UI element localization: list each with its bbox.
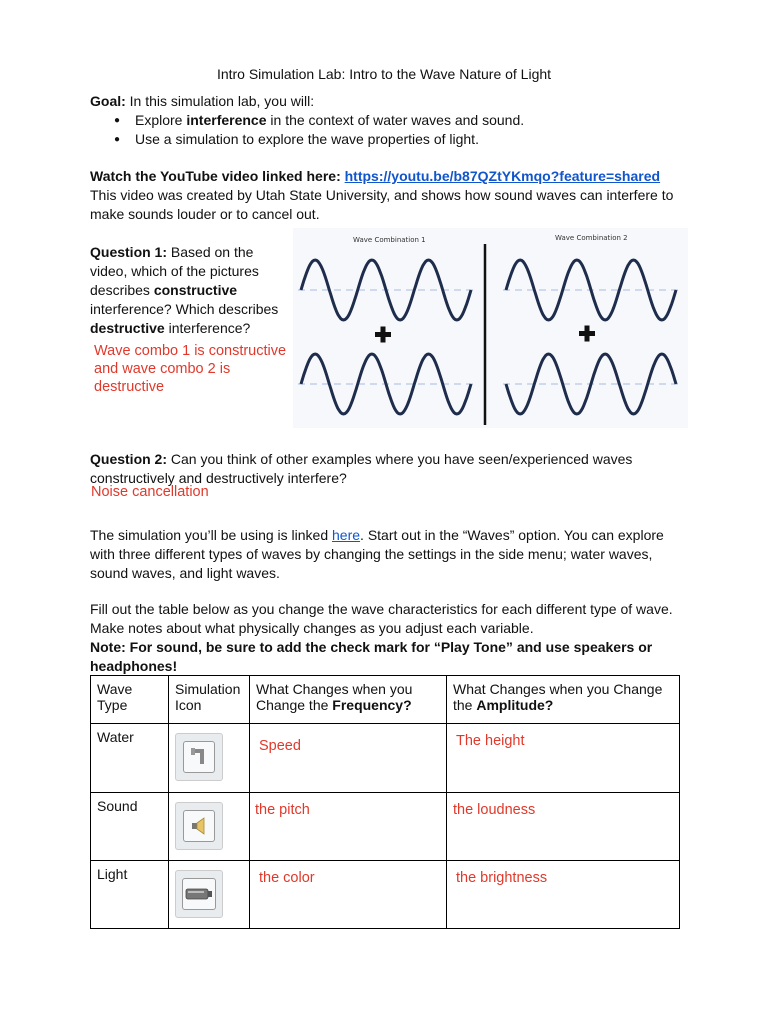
wave-table — [90, 675, 680, 929]
answer-1: Wave combo 1 is constructive and wave combo 2 is destructive — [94, 343, 287, 395]
wave-type-cell: Water — [91, 724, 169, 793]
icon-cell — [169, 793, 250, 861]
header-amplitude: What Changes when you Change the Amplitude? — [447, 676, 680, 724]
header-wave-type: Wave Type — [91, 676, 169, 724]
page-title: Intro Simulation Lab: Intro to the Wave Nature of Light — [216, 66, 552, 82]
goal-bullets — [90, 111, 524, 149]
wave-label-2: Wave Combination 2 — [555, 234, 628, 242]
frequency-answer: Speed — [250, 724, 447, 793]
question-2: Question 2: Can you think of other examples where you have seen/experienced waves constructively and destructively interfere? — [90, 451, 633, 486]
amplitude-answer: the brightness — [447, 861, 680, 929]
youtube-link[interactable]: https://youtu.be/b87QZtYKmqo?feature=shared — [344, 168, 661, 184]
wave-type-cell: Light — [91, 861, 169, 929]
header-frequency: What Changes when you Change the Frequency? — [250, 676, 447, 724]
header-simulation-icon: Simulation Icon — [169, 676, 250, 724]
wave-type-cell: Sound — [91, 793, 169, 861]
table-row — [91, 861, 680, 929]
wave-label-1: Wave Combination 1 — [353, 236, 426, 244]
goal-text: In this simulation lab, you will: — [125, 93, 315, 109]
table-row — [91, 793, 680, 861]
video-description-2: make sounds louder or to cancel out. — [90, 206, 320, 222]
video-description-1: This video was created by Utah State University, and shows how sound waves can interfere to — [90, 187, 674, 203]
bullet-item: ● Use a simulation to explore the wave properties of light. — [90, 130, 524, 149]
table-row — [91, 724, 680, 793]
simulation-link[interactable]: here — [332, 527, 361, 543]
table-header-row — [91, 676, 680, 724]
instructions-paragraph: Fill out the table below as you change the wave characteristics for each different type of wave. Make notes about what physically changes as you adjust each variable. Note: For sound, be sure to add the check mark for “Play Tone” and use speakers or headphones! — [90, 601, 673, 674]
frequency-answer: the color — [250, 861, 447, 929]
icon-cell — [169, 724, 250, 793]
wave-combination-figure — [293, 228, 688, 428]
simulation-paragraph: The simulation you’ll be using is linked here. Start out in the “Waves” option. You can explore with three different types of waves by changing the settings in the side menu; water waves, sound waves, and light waves. — [90, 527, 664, 581]
goal-label: Goal: — [90, 93, 126, 109]
question-1: Question 1: Based on the video, which of the pictures describes constructive interference? Which describes destructive interference? — [90, 244, 279, 336]
goal-line — [90, 92, 314, 111]
frequency-answer: the pitch — [250, 793, 447, 861]
speaker-icon[interactable] — [175, 802, 223, 850]
icon-cell — [169, 861, 250, 929]
answer-2: Noise cancellation — [91, 484, 209, 500]
watch-label: Watch the YouTube video linked here: — [90, 168, 345, 184]
bullet-item: ● Explore interference in the context of water waves and sound. — [90, 111, 524, 130]
watch-line — [90, 167, 660, 186]
faucet-icon[interactable] — [175, 733, 223, 781]
amplitude-answer: the loudness — [447, 793, 680, 861]
amplitude-answer: The height — [447, 724, 680, 793]
laser-icon[interactable] — [175, 870, 223, 918]
